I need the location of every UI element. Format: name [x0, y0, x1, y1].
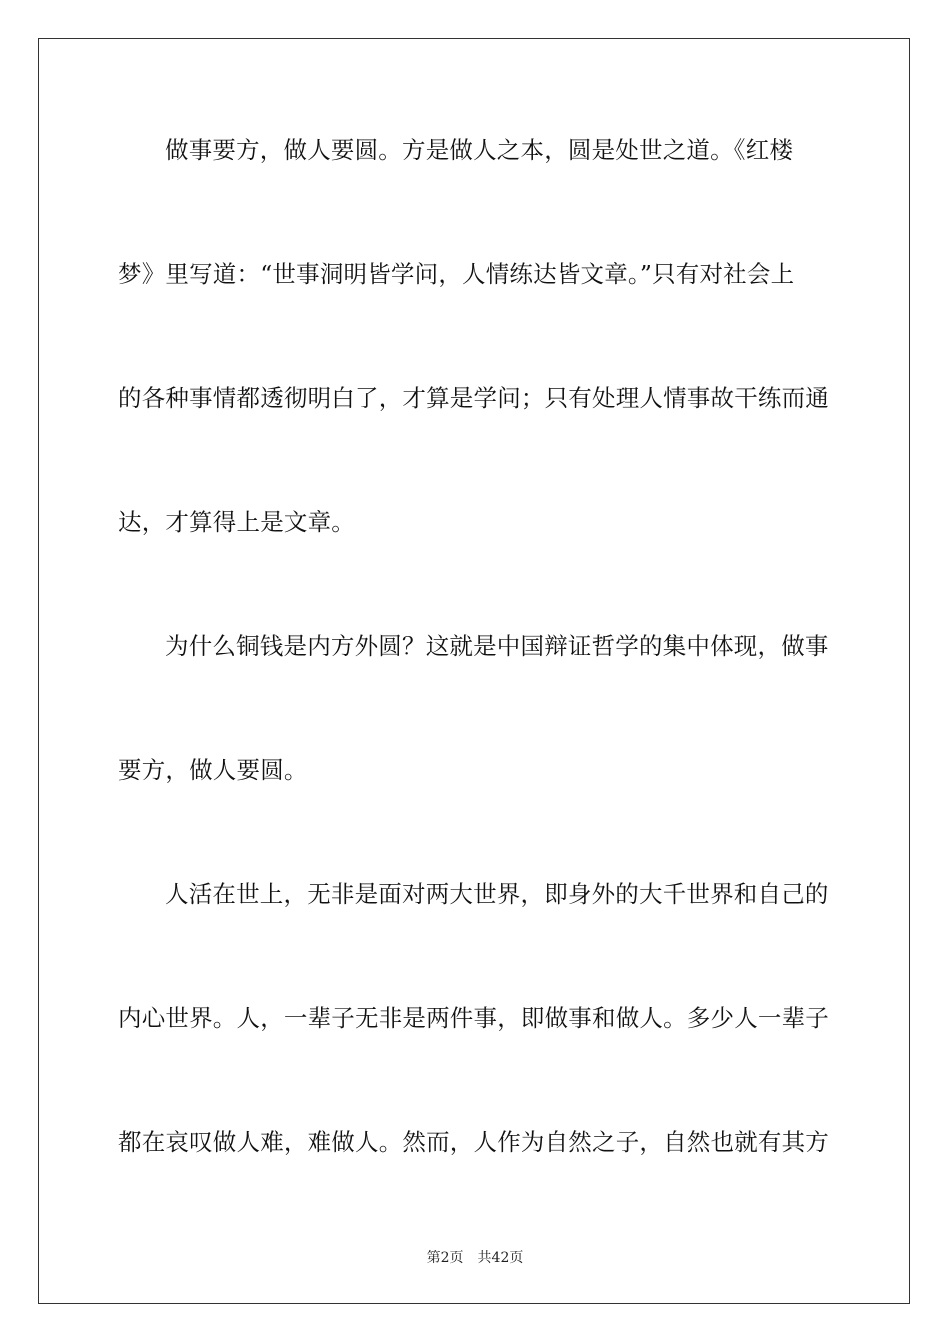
paragraph-1-line-3: 的各种事情都透彻明白了，才算是学问；只有处理人情事故干练而通 — [118, 384, 829, 412]
page-frame — [38, 38, 910, 1304]
paragraph-1-line-1: 做事要方，做人要圆。方是做人之本，圆是处世之道。《红楼 — [165, 136, 794, 164]
paragraph-2-line-1: 为什么铜钱是内方外圆？这就是中国辩证哲学的集中体现，做事 — [165, 632, 829, 660]
page-number: 第2页 — [426, 1250, 464, 1266]
paragraph-2-line-2: 要方，做人要圆。 — [118, 756, 308, 784]
paragraph-3-line-1: 人活在世上，无非是面对两大世界，即身外的大千世界和自己的 — [165, 880, 829, 908]
paragraph-3-line-2: 内心世界。人，一辈子无非是两件事，即做事和做人。多少人一辈子 — [118, 1004, 829, 1032]
page-footer — [0, 1247, 950, 1267]
paragraph-1-line-2: 梦》里写道：“世事洞明皆学问，人情练达皆文章。”只有对社会上 — [118, 260, 795, 288]
total-pages: 共42页 — [477, 1250, 524, 1266]
paragraph-1-line-4: 达，才算得上是文章。 — [118, 508, 355, 536]
paragraph-3-line-3: 都在哀叹做人难，难做人。然而，人作为自然之子，自然也就有其方 — [118, 1128, 829, 1156]
